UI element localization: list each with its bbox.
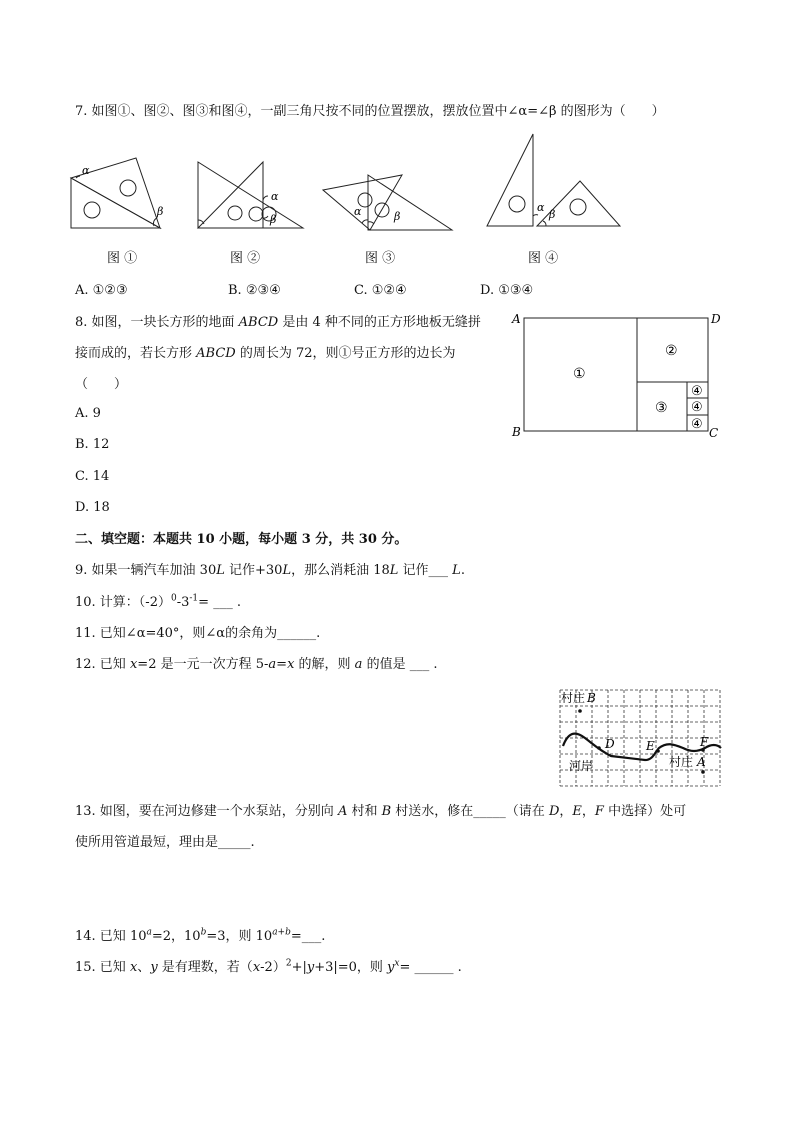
q7-caption-3: 图 ③ bbox=[365, 251, 396, 266]
q7-caption-4: 图 ④ bbox=[528, 251, 559, 266]
q8-option-c: C. 14 bbox=[75, 469, 110, 484]
q7-fig3-beta: β bbox=[394, 210, 401, 223]
q13-river-label: 河岸 bbox=[569, 759, 594, 773]
q8-corner-c: C bbox=[709, 426, 719, 440]
q13-point-d: D bbox=[605, 737, 615, 751]
q13-village-a-label: 村庄 bbox=[669, 755, 694, 769]
q10: 10. 计算：$(-2)^0-3^{-1}=$ ___ . bbox=[75, 593, 241, 610]
q13-point-f: F bbox=[700, 735, 709, 749]
q8-square-4c: ④ bbox=[691, 417, 703, 432]
q8-square-3: ③ bbox=[655, 400, 668, 416]
q7-fig2-alpha: α bbox=[271, 190, 279, 203]
q7-fig3-alpha: α bbox=[354, 205, 362, 218]
q7-fig2-beta: β bbox=[270, 213, 277, 226]
q7-stem: 7. 如图①、图②、图③和图④，一副三角尺按不同的位置摆放，摆放位置中∠α=∠β 的图形为（ ） bbox=[75, 104, 665, 119]
q8-rectangle-figure bbox=[505, 308, 735, 443]
q7-fig4-alpha: α bbox=[537, 201, 545, 214]
q13-village-b-label: 村庄 bbox=[561, 691, 586, 705]
q7-fig4-beta: β bbox=[549, 208, 556, 221]
q12: 12. 已知 x=2 是一元一次方程 5-a=x 的解，则 a 的值是 ___ . bbox=[75, 657, 438, 672]
q8-option-b: B. 12 bbox=[75, 437, 110, 452]
q7-fig1-alpha: α bbox=[82, 164, 90, 177]
q9: 9. 如果一辆汽车加油 30L 记作+30L，那么消耗油 18L 记作___ L. bbox=[75, 563, 465, 578]
q7-option-c: C. ①②④ bbox=[354, 283, 407, 298]
q15: 15. 已知 x、y 是有理数，若$(x-2)^2+|y+3|=0$，则 $y^x=$ ______ . bbox=[75, 958, 462, 975]
q7-fig1-beta: β bbox=[157, 205, 164, 218]
q8-square-2: ② bbox=[665, 343, 678, 359]
q7-figure-2 bbox=[193, 158, 313, 233]
section-2-title: 二、填空题：本题共 10 小题，每小题 3 分，共 30 分。 bbox=[75, 532, 408, 547]
q14: 14. 已知 $10^a=2$，$10^b=3$，则 $10^{a+b}=\_\_\_$. bbox=[75, 927, 326, 944]
q7-option-d: D. ①③④ bbox=[480, 283, 534, 298]
q13-line-2: 使所用管道最短，理由是_____. bbox=[75, 835, 255, 850]
q11: 11. 已知∠α=40°，则∠α的余角为______. bbox=[75, 626, 321, 641]
q8-line-1: 8. 如图，一块长方形的地面 ABCD 是由 4 种不同的正方形地板无缝拼 bbox=[75, 315, 481, 330]
q7-option-b: B. ②③④ bbox=[228, 283, 281, 298]
q7-caption-2: 图 ② bbox=[230, 251, 261, 266]
q13-point-a: A bbox=[697, 755, 706, 769]
q7-caption-1: 图 ① bbox=[107, 251, 138, 266]
q8-option-d: D. 18 bbox=[75, 500, 110, 515]
q8-option-a: A. 9 bbox=[75, 406, 101, 421]
q8-square-1: ① bbox=[573, 366, 586, 382]
q8-line-2: 接而成的，若长方形 ABCD 的周长为 72，则①号正方形的边长为 bbox=[75, 346, 456, 361]
q8-corner-a: A bbox=[512, 312, 521, 326]
q8-line-3: （ ） bbox=[75, 377, 128, 392]
q13-line-1: 13. 如图，要在河边修建一个水泵站，分别向 A 村和 B 村送水，修在_____（请在 D，E，F 中选择）处可 bbox=[75, 804, 687, 819]
q7-figure-1 bbox=[68, 158, 168, 233]
q13-point-b: B bbox=[587, 691, 596, 705]
q7-option-a: A. ①②③ bbox=[75, 283, 128, 298]
q8-corner-b: B bbox=[512, 425, 521, 439]
q8-corner-d: D bbox=[711, 312, 721, 326]
q13-river-figure bbox=[555, 688, 725, 793]
q8-square-4a: ④ bbox=[691, 384, 703, 399]
q13-point-e: E bbox=[646, 739, 655, 753]
q7-figure-3 bbox=[320, 170, 460, 235]
q7-figure-4 bbox=[485, 131, 625, 229]
q8-square-4b: ④ bbox=[691, 400, 703, 415]
